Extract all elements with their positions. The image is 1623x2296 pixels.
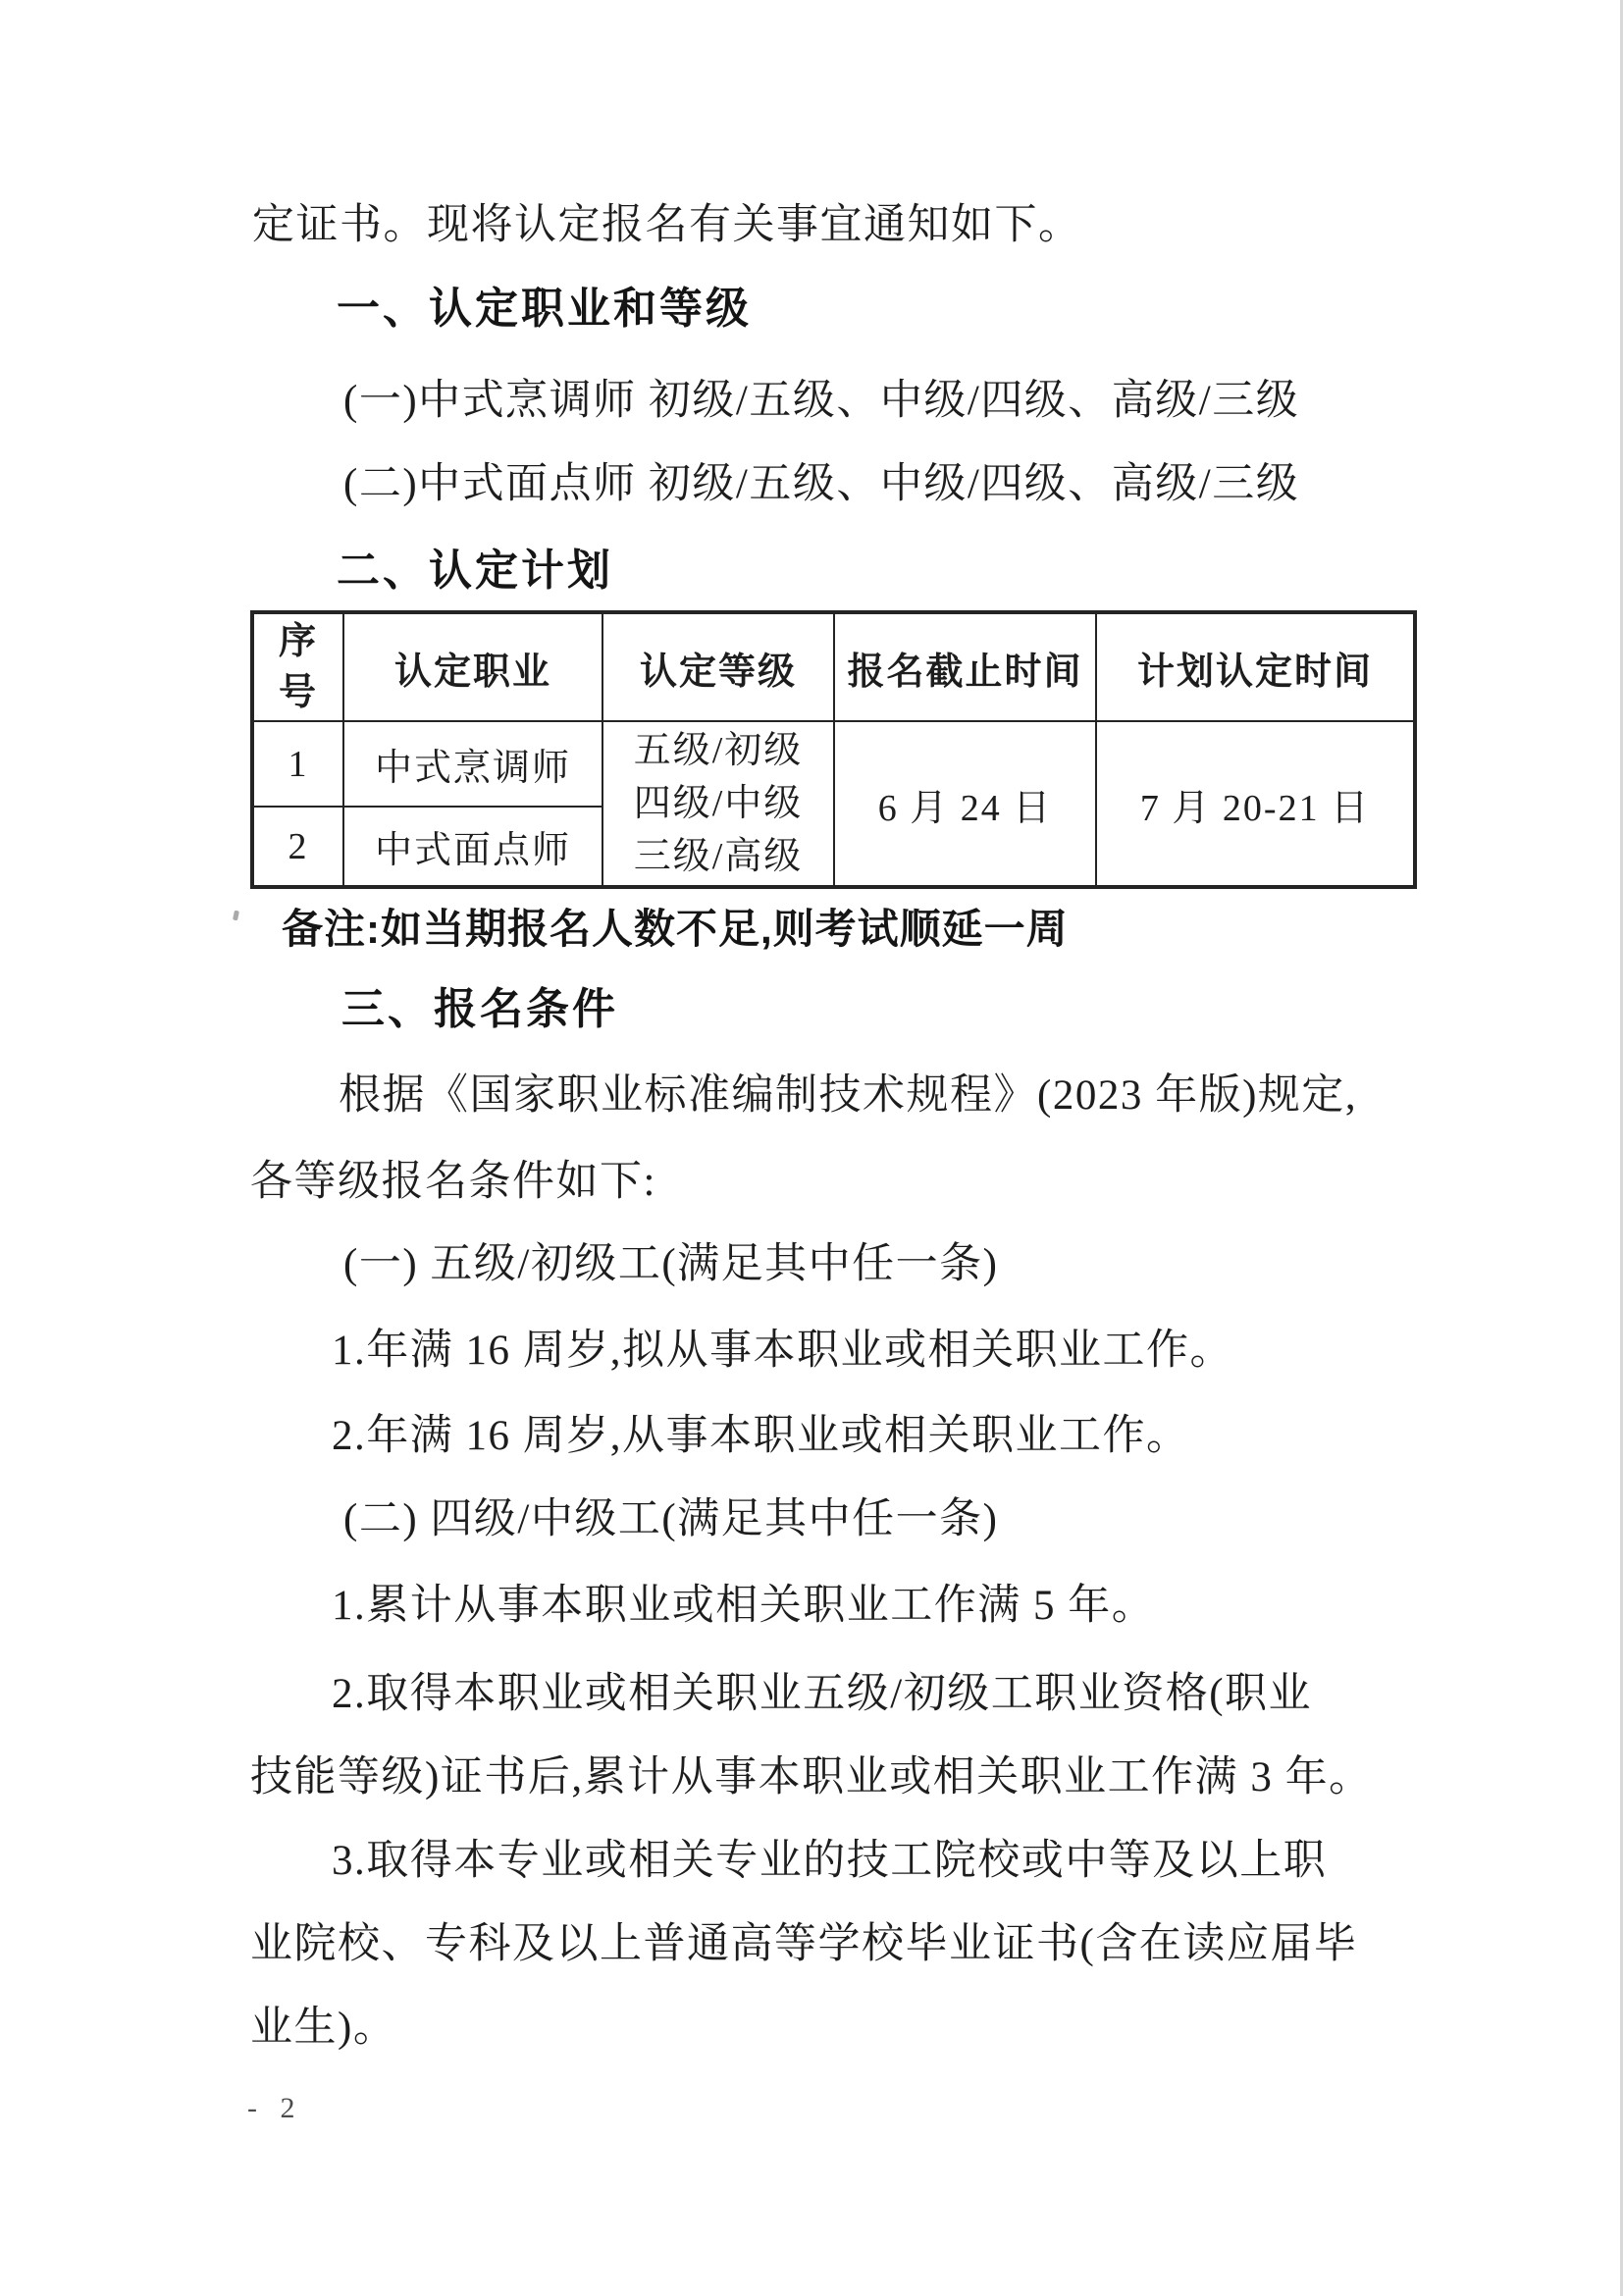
- level4-item1: 1.累计从事本职业或相关职业工作满 5 年。: [332, 1583, 1156, 1629]
- level-line-3: 三级/高级: [633, 836, 804, 877]
- row2-no: 2: [252, 807, 343, 887]
- table-note: 备注:如当期报名人数不足,则考试顺延一周: [282, 906, 1069, 952]
- certification-plan-table-wrap: [250, 610, 1417, 889]
- level4-item3-line1: 3.取得本专业或相关专业的技工院校或中等及以上职: [332, 1838, 1328, 1884]
- level-line-1: 五级/初级: [633, 730, 804, 771]
- header-cell-deadline: 报名截止时间: [834, 612, 1096, 721]
- page-number: - 2: [247, 2092, 303, 2124]
- plantime-cell: 7 月 20-21 日: [1096, 721, 1415, 887]
- level4-item3-line2: 业院校、专科及以上普通高等学校毕业证书(含在读应届毕: [250, 1921, 1358, 1967]
- header-cell-no: [252, 612, 343, 721]
- level4-item2-line1: 2.取得本职业或相关职业五级/初级工职业资格(职业: [332, 1671, 1313, 1717]
- intro-line: 定证书。现将认定报名有关事宜通知如下。: [252, 202, 1082, 248]
- certification-plan-table: [250, 610, 1417, 889]
- level4-heading: (二) 四级/中级工(满足其中任一条): [343, 1496, 999, 1542]
- table-header-row: [252, 612, 1415, 721]
- header-no-label: 序号: [278, 621, 318, 713]
- section2-heading: 二、认定计划: [337, 547, 613, 595]
- level4-item3-line3: 业生)。: [250, 2005, 397, 2051]
- header-cell-occupation: 认定职业: [343, 612, 602, 721]
- scan-artifact-speck: [233, 911, 239, 921]
- row2-occupation: 中式面点师: [343, 807, 602, 887]
- level5-heading: (一) 五级/初级工(满足其中任一条): [343, 1241, 999, 1287]
- deadline-cell: 6 月 24 日: [834, 721, 1096, 887]
- section1-item1: (一)中式烹调师 初级/五级、中级/四级、高级/三级: [343, 378, 1300, 424]
- header-cell-plantime: 计划认定时间: [1096, 612, 1415, 721]
- section3-heading: 三、报名条件: [341, 985, 618, 1033]
- table-row: [252, 721, 1415, 807]
- row1-no: 1: [252, 721, 343, 807]
- section1-item2: (二)中式面点师 初级/五级、中级/四级、高级/三级: [343, 461, 1300, 507]
- level5-item2: 2.年满 16 周岁,从事本职业或相关职业工作。: [332, 1413, 1190, 1459]
- level5-item1: 1.年满 16 周岁,拟从事本职业或相关职业工作。: [332, 1328, 1233, 1374]
- basis-paragraph-line2: 各等级报名条件如下:: [250, 1159, 656, 1205]
- row1-occupation: 中式烹调师: [343, 721, 602, 807]
- basis-paragraph-line1: 根据《国家职业标准编制技术规程》(2023 年版)规定,: [339, 1072, 1358, 1119]
- level4-item2-line2: 技能等级)证书后,累计从事本职业或相关职业工作满 3 年。: [250, 1754, 1373, 1800]
- level-line-2: 四级/中级: [633, 783, 804, 824]
- header-cell-level: 认定等级: [602, 612, 834, 721]
- section1-heading: 一、认定职业和等级: [337, 285, 752, 333]
- levels-cell: [602, 721, 834, 887]
